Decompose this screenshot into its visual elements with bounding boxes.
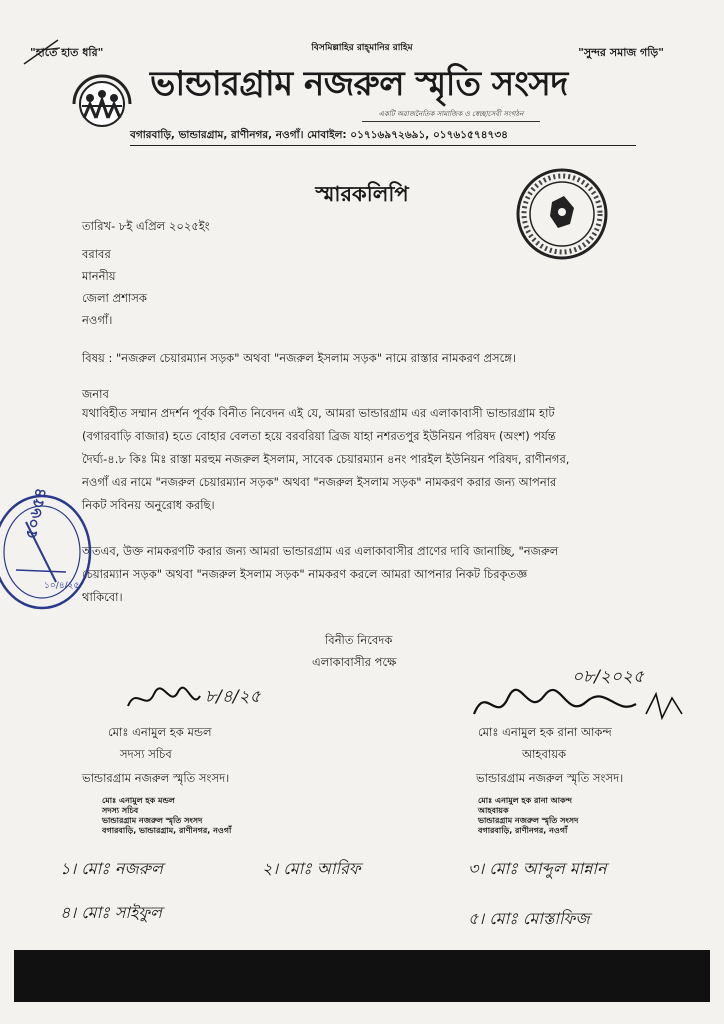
stamp-line: মোঃ এনামুল হক মন্ডল	[102, 796, 175, 805]
signature-date-left: ৮/৪/২৫	[205, 687, 261, 707]
org-tagline: একটি অরাজনৈতিক সামাজিক ও স্বেচ্ছাসেবী সংগঠন	[362, 108, 540, 122]
stamp-line: সদস্য সচিব	[102, 806, 139, 815]
scan-shadow-bar	[14, 950, 710, 1002]
stamp-line: বগারবাড়ি, রাণীনগর, নওগাঁ	[478, 826, 568, 835]
closing-line: চেয়ারম্যান সড়ক" অথবা "নজরুল ইসলাম সড়ক" নামকরণ করলে আমরা আপনার নিকট চিরকৃতজ্ঞ	[82, 567, 528, 581]
extra-signature: ১। মোঃ নজরুল	[60, 859, 163, 878]
body-line: নওগাঁ এর নামে "নজরুল চেয়ারম্যান সড়ক" অথবা "নজরুল ইসলাম সড়ক" নামকরণ করার জন্য আপনার	[82, 475, 557, 489]
salutation: জনাব	[82, 387, 109, 401]
extra-signature: ২। মোঃ আরিফ	[262, 859, 361, 878]
org-address: বগারবাড়ি, ভান্ডারগ্রাম, রাণীনগর, নওগাঁ। মোবাইল: ০১৭১৬৯৭২৬৯১, ০১৭৬১৫৭৪৭৩৪	[130, 129, 508, 141]
header-divider	[130, 145, 636, 146]
document-date: তারিখ- ৮ই এপ্রিল ২০২৫ইং	[82, 219, 210, 233]
signatory-name: মোঃ এনামুল হক মন্ডল	[108, 725, 212, 739]
stamp-line: আহবায়ক	[478, 806, 509, 815]
received-serial: ৫০৬৫৪	[20, 485, 51, 541]
signatory-org: ভান্ডারগ্রাম নজরুল স্মৃতি সংসদ।	[476, 771, 624, 785]
sign-off: বিনীত নিবেদক	[325, 633, 393, 647]
recipient-line: জেলা প্রশাসক	[82, 291, 147, 305]
slogan-left: "হাতে হাত ধরি"	[30, 46, 104, 59]
org-name-title: ভান্ডারগ্রাম নজরুল স্মৃতি সংসদ	[150, 64, 568, 104]
received-date: ১০/৪/২৫	[44, 581, 80, 591]
extra-signature: ৫। মোঃ মোস্তাফিজ	[468, 909, 590, 928]
body-line: যথাবিহীত সম্মান প্রদর্শন পূর্বক বিনীত নিবেদন এই যে, আমরা ভান্ডারগ্রাম এর এলাকাবাসী ভান্ডারগ্রাম হাট	[82, 406, 555, 420]
stamp-line: মোঃ এনামুল হক রানা আকন্দ	[478, 796, 572, 805]
signatory-org: ভান্ডারগ্রাম নজরুল স্মৃতি সংসদ।	[82, 771, 230, 785]
stamp-line: ভান্ডারগ্রাম নজরুল স্মৃতি সংসদ	[478, 816, 579, 825]
recipient-line: বরাবর	[82, 247, 111, 261]
body-line: (বগারবাড়ি বাজার) হতে বোহার বেলতা হয়ে বরবরিয়া ব্রিজ যাহা নশরতপুর ইউনিয়ন পরিষদ (অংশ) পর্যন্ত	[82, 429, 556, 443]
slogan-right: "সুন্দর সমাজ গড়ি"	[578, 46, 664, 59]
org-logo	[68, 64, 136, 128]
stamp-line: ভান্ডারগ্রাম নজরুল স্মৃতি সংসদ	[102, 816, 203, 825]
recipient-line: মাননীয়	[82, 269, 116, 283]
extra-signature: ৩। মোঃ আব্দুল মান্নান	[468, 859, 607, 878]
signatory-stamp	[478, 796, 578, 836]
closing-line: থাকিবো।	[82, 590, 123, 604]
signatory-role: সদস্য সচিব	[120, 747, 172, 761]
org-round-seal	[510, 166, 614, 262]
signatory-stamp	[102, 796, 231, 836]
signature-date-right: ০৮/২০২৫	[572, 667, 645, 687]
body-paragraph	[82, 402, 642, 517]
closing-line: অতএব, উক্ত নামকরণটি করার জন্য আমরা ভান্ডারগ্রাম এর এলাকাবাসীর প্রাণের দাবি জানাচ্ছি, "নজরুল	[82, 544, 559, 558]
recipient-line: নওগাঁ।	[82, 313, 113, 327]
bismillah-heading: বিসমিল্লাহির রাহ্‌মানির রাহিম	[311, 43, 413, 53]
subject-line: বিষয় : "নজরুল চেয়ারম্যান সড়ক" অথবা "নজরুল ইসলাম সড়ক" নামে রাস্তার নামকরণ প্রসঙ্গে।	[82, 351, 516, 365]
on-behalf: এলাকাবাসীর পক্ষে	[312, 655, 397, 669]
signatory-name: মোঃ এনামুল হক রানা আকন্দ	[478, 725, 612, 739]
stamp-line: বগারবাড়ি, ভান্ডারগ্রাম, রাণীনগর, নওগাঁ	[102, 826, 232, 835]
extra-signature: ৪। মোঃ সাইফুল	[60, 903, 162, 922]
body-line: দৈর্ঘ্য-৪.৮ কিঃ মিঃ রাস্তা মরহুম নজরুল ইসলাম, সাবেক চেয়ারম্যান ৪নং পারইল ইউনিয়ন পরিষদ, রাণীনগর,	[82, 452, 570, 466]
signatory-role: আহবায়ক	[522, 747, 567, 761]
body-line: নিকট সবিনয় অনুরোধ করছি।	[82, 498, 215, 512]
closing-paragraph	[82, 540, 642, 609]
document-title: স্মারকলিপি	[315, 182, 409, 206]
